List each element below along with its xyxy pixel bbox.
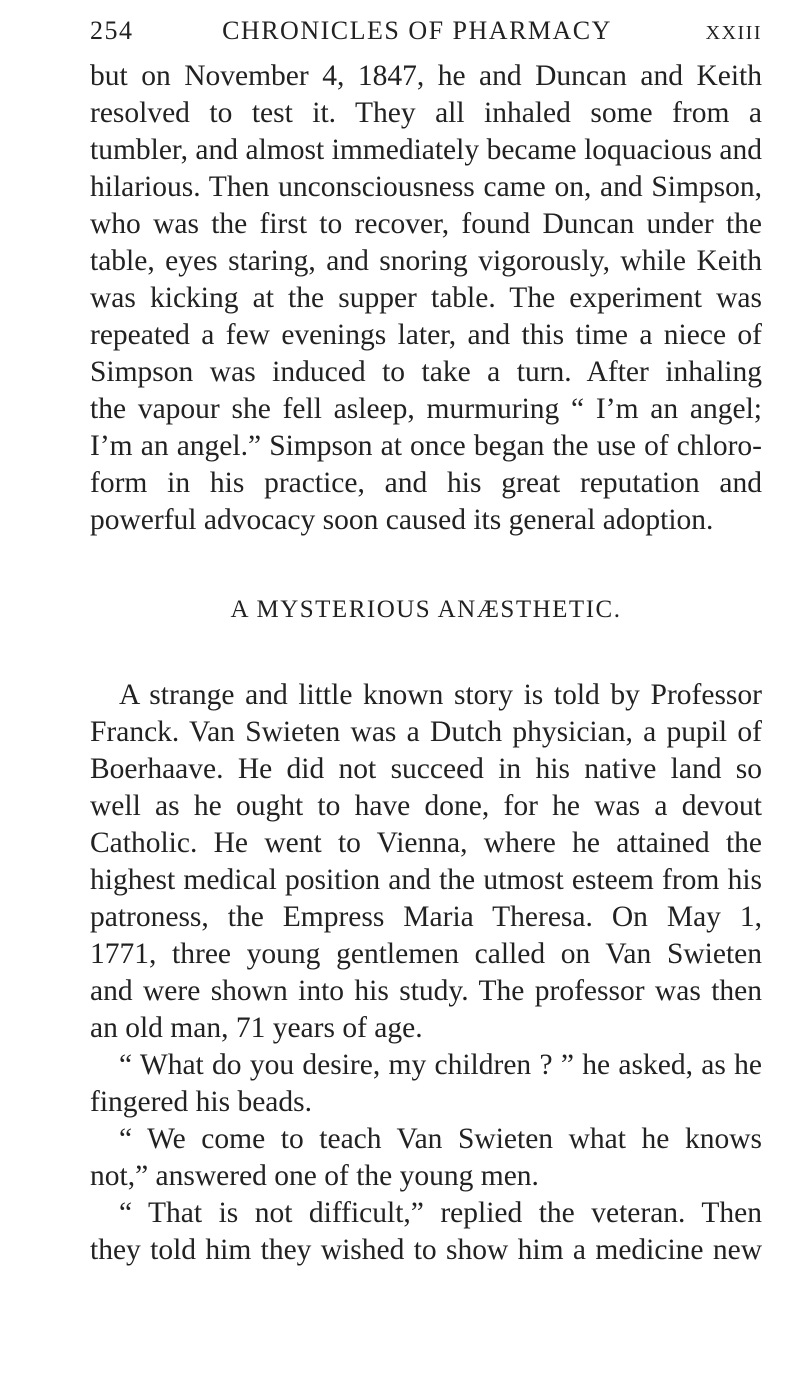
text-line: was kicking at the supper table. The experiment was [90, 282, 762, 314]
text-line: highest medical position and the utmost esteem from his [90, 864, 762, 896]
text-line: hilarious. Then unconsciousness came on, and Simpson, [90, 171, 762, 203]
text-line: resolved to test it. They all inhaled some from a [90, 97, 762, 129]
text-line: A strange and little known story is told by Professor [119, 679, 762, 711]
section-heading: A MYSTERIOUS ANÆSTHETIC. [230, 596, 622, 623]
text-line: and were shown into his study. The professor was then [90, 975, 762, 1007]
text-line: who was the first to recover, found Duncan under the [90, 208, 762, 240]
text-line: well as he ought to have done, for he was a devout [90, 790, 762, 822]
text-line: an old man, 71 years of age. [90, 1012, 423, 1044]
text-line: table, eyes staring, and snoring vigorously, while Keith [90, 245, 762, 277]
body-text-2 [90, 677, 762, 1269]
text-line: “ We come to teach Van Swieten what he knows [119, 1123, 762, 1155]
text-line: repeated a few evenings later, and this time a niece of [90, 319, 762, 351]
text-line: I’m an angel.” Simpson at once began the use of chloro- [90, 430, 762, 462]
running-head [90, 16, 762, 56]
text-line: Franck. Van Swieten was a Dutch physician, a pupil of [90, 716, 762, 748]
text-line: fingered his beads. [90, 1086, 312, 1118]
page-number: 254 [90, 16, 134, 45]
text-line: the vapour she fell asleep, murmuring “ I’m an angel; [90, 393, 762, 425]
text-line: but on November 4, 1847, he and Duncan and Keith [90, 60, 762, 92]
text-line: they told him they wished to show him a medicine new [90, 1234, 762, 1266]
text-line: Catholic. He went to Vienna, where he attained the [90, 827, 762, 859]
chapter-number: XXIII [705, 22, 762, 44]
paragraph-1 [90, 58, 762, 539]
text-line: Boerhaave. He did not succeed in his native land so [90, 753, 762, 785]
text-line: not,” answered one of the young men. [90, 1160, 539, 1192]
running-title: CHRONICLES OF PHARMACY [222, 16, 612, 45]
text-line: 1771, three young gentlemen called on Van Swieten [90, 938, 762, 970]
text-line: form in his practice, and his great reputation and [90, 467, 762, 499]
text-line: powerful advocacy soon caused its general adoption. [90, 504, 714, 536]
text-line: Simpson was induced to take a turn. After inhaling [90, 356, 762, 388]
text-line: “ What do you desire, my children ? ” he asked, as he [119, 1049, 762, 1081]
text-line: “ That is not difficult,” replied the veteran. Then [119, 1197, 762, 1229]
text-line: tumbler, and almost immediately became loquacious and [90, 134, 762, 166]
text-line: patroness, the Empress Maria Theresa. On May 1, [90, 901, 762, 933]
